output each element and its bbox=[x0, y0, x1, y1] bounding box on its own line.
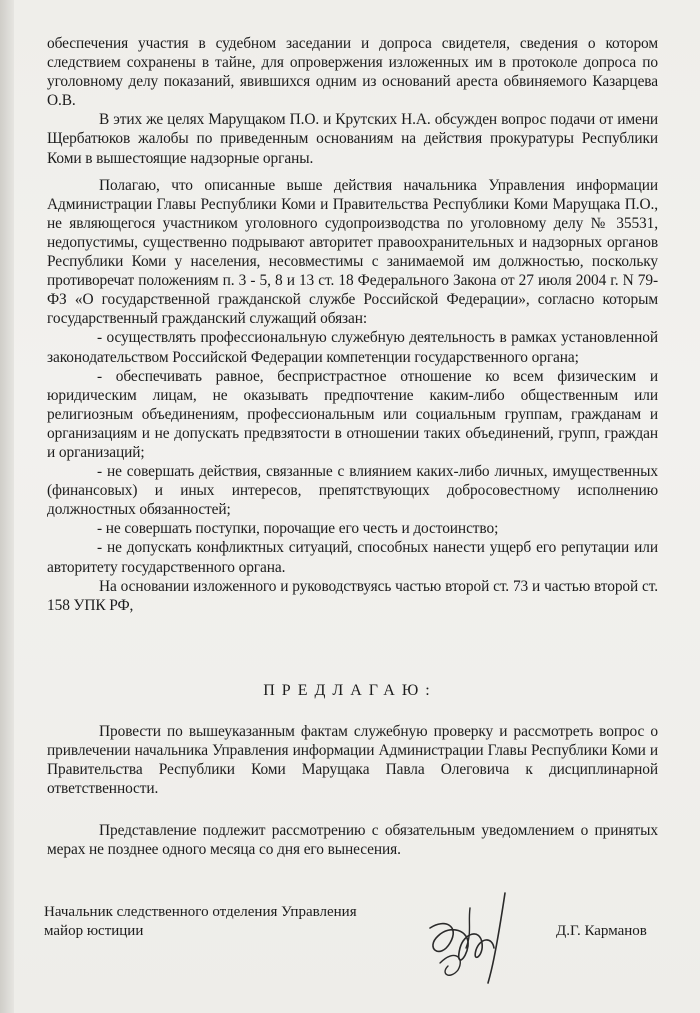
paragraph-complaint: В этих же целях Марущаком П.О. и Крутских Н.А. обсужден вопрос подачи от имени Щербатюков жалобы по приведенным основаниям на действия прокуратуры Республики Коми в вышестоящие надзорные органы. bbox=[47, 111, 658, 167]
duty-item: - не допускать конфликтных ситуаций, способных нанести ущерб его репутации или авторитету государственного органа. bbox=[47, 539, 658, 576]
position-line-2: майор юстиции bbox=[44, 923, 144, 939]
duty-item: - не совершать поступки, порочащие его честь и достоинство; bbox=[97, 520, 499, 538]
position-line-1: Начальник следственного отделения Управления bbox=[44, 904, 357, 920]
closing-block bbox=[47, 821, 658, 859]
duty-item: - обеспечивать равное, беспристрастное отношение ко всем физическим и юридическим лицам, не оказывать предпочтение каким-либо общественным или религиозным объединениям, профессиональным или социальным группам, гражданам и организациям и не допускать предвзятости в отношении таких объединений, групп, граждан и организаций; bbox=[47, 367, 658, 461]
handwritten-signature bbox=[410, 888, 550, 988]
section-heading: ПРЕДЛАГАЮ: bbox=[263, 682, 437, 699]
closing-text: Представление подлежит рассмотрению с обязательным уведомлением о принятых мерах не позднее одного месяца со дня его вынесения. bbox=[47, 822, 658, 859]
paragraph-continuation: обеспечения участия в судебном заседании и допроса свидетеля, сведения о котором следствием сохранены в тайне, для опровержения изложенных им в протоколе допроса по уголовному делу показаний, явившихся одним из оснований ареста обвиняемого Казарцева О.В. bbox=[47, 35, 658, 110]
proposal-block bbox=[47, 722, 658, 798]
scan-edge bbox=[0, 0, 14, 1013]
duty-item: - осуществлять профессиональную служебную деятельность в рамках установленной законодательством Российской Федерации компетенции государственного органа; bbox=[47, 329, 658, 366]
body-text bbox=[47, 34, 658, 615]
paragraph-opinion: Полагаю, что описанные выше действия начальника Управления информации Администрации Главы Республики Коми и Правительства Республики Коми Марущака П.О., не являющегося участником уголовного судопроизводства по уголовному делу № 35531, недопустимы, существенно подрывают авторитет правоохранительных и надзорных органов Республики Коми у населения, несовместимы с занимаемой им должностью, поскольку противоречат положениям п. 3 - 5, 8 и 13 ст. 18 Федерального Закона от 27 июля 2004 г. N 79-ФЗ «О государственной гражданской службе Российской Федерации», согласно которым государственный гражданский служащий обязан: bbox=[47, 176, 658, 328]
proposal-text: Провести по вышеуказанным фактам служебную проверку и рассмотреть вопрос о привлечении начальника Управления информации Администрации Главы Республики Коми и Правительства Республики Коми Марущака Павла Олеговича к дисциплинарной ответственности. bbox=[47, 723, 658, 798]
signatory-name: Д.Г. Карманов bbox=[556, 923, 647, 939]
signatory-position bbox=[44, 903, 357, 941]
paragraph-basis: На основании изложенного и руководствуясь частью второй ст. 73 и частью второй ст. 158 УПК РФ, bbox=[47, 577, 658, 614]
duty-item: - не совершать действия, связанные с влиянием каких-либо личных, имущественных (финансовых) и иных интересов, препятствующих добросовестному исполнению должностных обязанностей; bbox=[47, 463, 658, 519]
